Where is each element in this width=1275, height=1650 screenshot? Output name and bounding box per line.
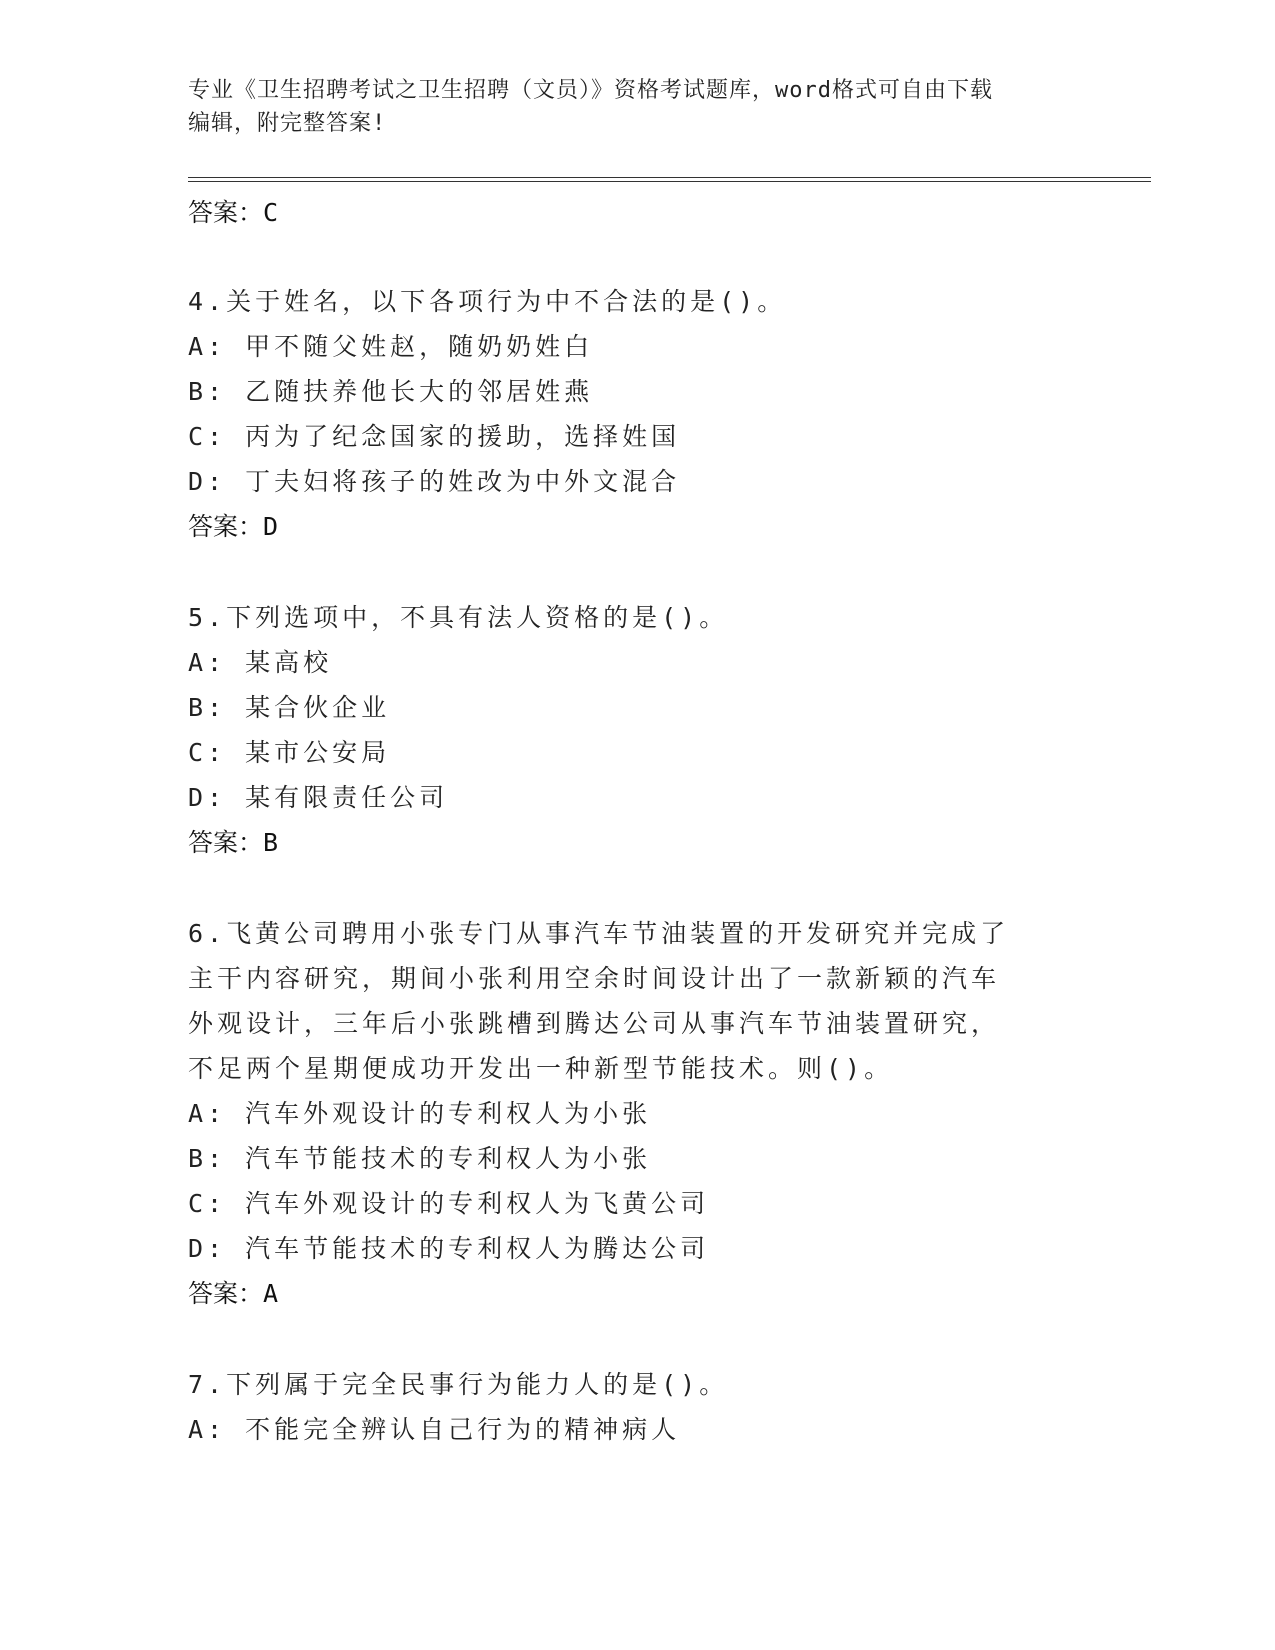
option-d: D: 丁夫妇将孩子的姓改为中外文混合 — [188, 467, 681, 496]
question-stem: 5.下列选项中，不具有法人资格的是()。 — [188, 603, 729, 632]
option-a: A: 汽车外观设计的专利权人为小张 — [188, 1099, 652, 1128]
header-divider-top — [188, 177, 1151, 178]
option-a: A: 甲不随父姓赵，随奶奶姓白 — [188, 332, 594, 361]
answer-line: 答案：C — [188, 198, 279, 227]
spacer — [188, 1317, 1088, 1362]
spacer — [188, 236, 1088, 279]
option-c: C: 某市公安局 — [188, 738, 391, 767]
option-b: B: 汽车节能技术的专利权人为小张 — [188, 1144, 652, 1173]
option-b: B: 某合伙企业 — [188, 693, 391, 722]
option-b: B: 乙随扶养他长大的邻居姓燕 — [188, 377, 594, 406]
question-block — [188, 595, 1088, 866]
question-stem: 6.飞黄公司聘用小张专门从事汽车节油装置的开发研究并完成了主干内容研究，期间小张利用空余时间设计出了一款新颖的汽车外观设计，三年后小张跳槽到腾达公司从事汽车节油装置研究，不足两个星期便成功开发出一种新型节能技术。则()。 — [188, 919, 1010, 1083]
question-block — [188, 1362, 1088, 1452]
question-stem: 4.关于姓名，以下各项行为中不合法的是()。 — [188, 287, 787, 316]
answer-line: 答案：D — [188, 512, 279, 541]
answer-line: 答案：A — [188, 1279, 279, 1308]
spacer — [188, 866, 1088, 911]
option-d: D: 某有限责任公司 — [188, 783, 449, 812]
option-a: A: 某高校 — [188, 648, 333, 677]
document-header — [188, 74, 1068, 140]
header-line-2: 编辑，附完整答案! — [188, 111, 387, 136]
question-stem: 7.下列属于完全民事行为能力人的是()。 — [188, 1370, 729, 1399]
answer-line: 答案：B — [188, 828, 279, 857]
option-a: A: 不能完全辨认自己行为的精神病人 — [188, 1415, 681, 1444]
option-c: C: 汽车外观设计的专利权人为飞黄公司 — [188, 1189, 710, 1218]
question-block — [188, 911, 1088, 1317]
header-divider-bottom — [188, 181, 1151, 182]
header-line-1: 专业《卫生招聘考试之卫生招聘（文员）》资格考试题库，word格式可自由下载 — [188, 78, 993, 103]
option-c: C: 丙为了纪念国家的援助，选择姓国 — [188, 422, 681, 451]
question-list — [188, 190, 1088, 1452]
spacer — [188, 550, 1088, 595]
option-d: D: 汽车节能技术的专利权人为腾达公司 — [188, 1234, 710, 1263]
question-block — [188, 279, 1088, 550]
